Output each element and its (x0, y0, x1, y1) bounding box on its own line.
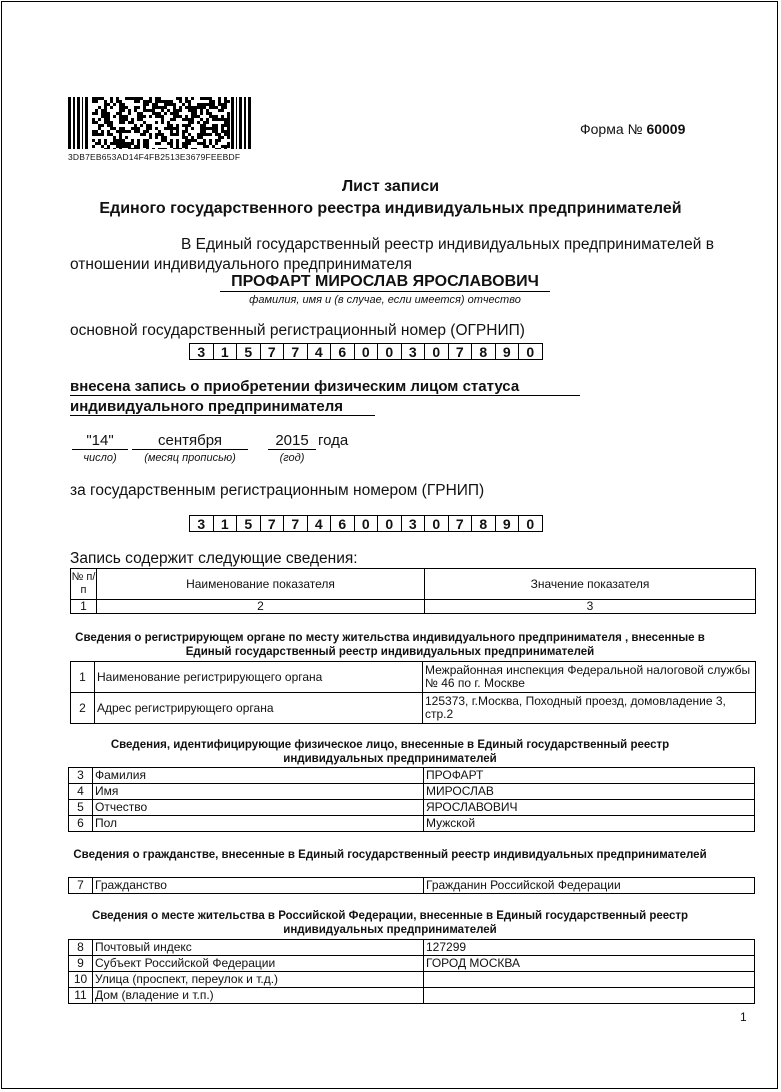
page-number: 1 (740, 1010, 747, 1024)
row-label: Наименование регистрирующего органа (95, 662, 423, 693)
ogrnip-digit: 0 (354, 343, 379, 360)
row-number: 11 (69, 988, 93, 1004)
section-heading-residence: Сведения о месте жительства в Российской Федерации, внесенные в Единый государственный реестр индивидуальных предпринимателей (91, 910, 689, 936)
row-value: Межрайонная инспекция Федеральной налоговой службы № 46 по г. Москве (423, 662, 756, 693)
ogrnip-digit: 5 (236, 343, 261, 360)
table-row (69, 956, 755, 972)
barcode-image (68, 97, 252, 149)
row-value: МИРОСЛАВ (424, 784, 755, 800)
grnip-digit: 5 (236, 515, 261, 532)
table-identification (68, 767, 755, 832)
grnip-digit: 7 (260, 515, 285, 532)
ogrnip-digit: 3 (401, 343, 426, 360)
row-value: ЯРОСЛАВОВИЧ (424, 800, 755, 816)
grnip-digit: 9 (495, 515, 520, 532)
row-value (424, 988, 755, 1004)
table-row (69, 972, 755, 988)
grnip-digit: 3 (401, 515, 426, 532)
row-label: Пол (93, 816, 424, 832)
grnip-digit: 4 (307, 515, 332, 532)
row-label: Улица (проспект, переулок и т.д.) (93, 972, 424, 988)
table-row (69, 940, 755, 956)
table-registering-authority (70, 661, 756, 724)
table-row (69, 784, 755, 800)
row-number: 7 (69, 878, 93, 894)
name-caption: фамилия, имя и (в случае, если имеется) отчество (249, 294, 521, 306)
ogrnip-digit: 0 (424, 343, 449, 360)
row-number: 4 (69, 784, 93, 800)
record-line-1: внесена запись о приобретении физическим лицом статуса (70, 378, 580, 396)
row-label: Фамилия (93, 768, 424, 784)
row-label: Имя (93, 784, 424, 800)
entrepreneur-name: ПРОФАРТ МИРОСЛАВ ЯРОСЛАВОВИЧ (220, 273, 550, 292)
year-caption: (год) (279, 452, 305, 464)
table-row (69, 800, 755, 816)
row-number: 3 (69, 768, 93, 784)
grnip-label: за государственным регистрационным номером (ГРНИП) (70, 482, 485, 499)
column-header-value: Значение показателя (425, 569, 756, 600)
row-value: Мужской (424, 816, 755, 832)
row-value: ПРОФАРТ (424, 768, 755, 784)
row-value (424, 972, 755, 988)
header-table (70, 568, 756, 614)
grnip-digit: 7 (448, 515, 473, 532)
intro-line-2: отношении индивидуального предпринимателя (70, 256, 413, 273)
row-label: Адрес регистрирующего органа (95, 693, 423, 724)
grnip-digit: 3 (189, 515, 214, 532)
ogrnip-digit: 0 (377, 343, 402, 360)
grnip-digit: 6 (330, 515, 355, 532)
row-value: ГОРОД МОСКВА (424, 956, 755, 972)
ogrnip-label: основной государственный регистрационный номер (ОГРНИП) (70, 322, 525, 339)
document-title: Лист записи (341, 178, 440, 195)
grnip-digit: 8 (471, 515, 496, 532)
ogrnip-digit: 9 (495, 343, 520, 360)
ogrnip-digit: 3 (189, 343, 214, 360)
form-number: Форма № 60009 (580, 121, 686, 137)
section-heading-citizenship: Сведения о гражданстве, внесенные в Единый государственный реестр индивидуальных предпринимателей (73, 849, 707, 861)
row-number: 6 (69, 816, 93, 832)
date-year: 2015 (268, 432, 316, 450)
row-value: 127299 (424, 940, 755, 956)
table-row (69, 988, 755, 1004)
ogrnip-digit: 7 (260, 343, 285, 360)
contains-label: Запись содержит следующие сведения: (70, 550, 358, 567)
grnip-digit: 7 (283, 515, 308, 532)
grnip-digit: 0 (354, 515, 379, 532)
record-line-2: индивидуального предпринимателя (70, 398, 375, 416)
document-subtitle: Единого государственного реестра индивидуальных предпринимателей (99, 200, 682, 217)
ogrnip-digit: 1 (213, 343, 238, 360)
ogrnip-digit: 7 (448, 343, 473, 360)
date-day: "14" (72, 432, 128, 450)
row-number: 8 (69, 940, 93, 956)
column-header-name: Наименование показателя (97, 569, 425, 600)
ogrnip-digit: 0 (518, 343, 543, 360)
column-number: 2 (97, 600, 425, 614)
table-row (69, 878, 755, 894)
row-number: 5 (69, 800, 93, 816)
table-row (69, 768, 755, 784)
column-header-no: № п/п (71, 569, 97, 600)
ogrnip-digit: 7 (283, 343, 308, 360)
row-label: Гражданство (93, 878, 424, 894)
row-value: 125373, г.Москва, Походный проезд, домовладение 3, стр.2 (423, 693, 756, 724)
month-caption: (месяц прописью) (144, 452, 236, 464)
row-label: Почтовый индекс (93, 940, 424, 956)
column-number: 1 (71, 600, 97, 614)
row-label: Субъект Российской Федерации (93, 956, 424, 972)
section-heading-registering-authority: Сведения о регистрирующем органе по месту жительства индивидуального предпринимателя , внесенные в Единый государственный реестр индивидуальных предпринимателей (75, 632, 705, 658)
grnip-digit: 0 (424, 515, 449, 532)
barcode-caption: 3DB7EB653AD14F4FB2513E3679FEEBDF (68, 152, 241, 162)
ogrnip-digit: 8 (471, 343, 496, 360)
date-year-suffix: года (318, 432, 349, 449)
table-row (69, 816, 755, 832)
row-number: 9 (69, 956, 93, 972)
row-number: 10 (69, 972, 93, 988)
column-number: 3 (425, 600, 756, 614)
row-number: 2 (71, 693, 95, 724)
row-value: Гражданин Российской Федерации (424, 878, 755, 894)
grnip-digit: 0 (518, 515, 543, 532)
ogrnip-number (190, 343, 543, 360)
ogrnip-digit: 6 (330, 343, 355, 360)
grnip-digit: 0 (377, 515, 402, 532)
day-caption: число) (83, 452, 117, 464)
table-row (71, 693, 756, 724)
row-number: 1 (71, 662, 95, 693)
table-residence (68, 939, 755, 1004)
table-row (71, 662, 756, 693)
section-heading-identification: Сведения, идентифицирующие физическое лицо, внесенные в Единый государственный реестр индивидуальных предпринимателей (110, 739, 670, 765)
ogrnip-digit: 4 (307, 343, 332, 360)
date-month: сентября (132, 432, 248, 450)
row-label: Дом (владение и т.п.) (93, 988, 424, 1004)
table-citizenship (68, 877, 755, 894)
intro-line-1: В Единый государственный реестр индивидуальных предпринимателей в (181, 236, 714, 253)
row-label: Отчество (93, 800, 424, 816)
grnip-number (190, 515, 543, 532)
grnip-digit: 1 (213, 515, 238, 532)
